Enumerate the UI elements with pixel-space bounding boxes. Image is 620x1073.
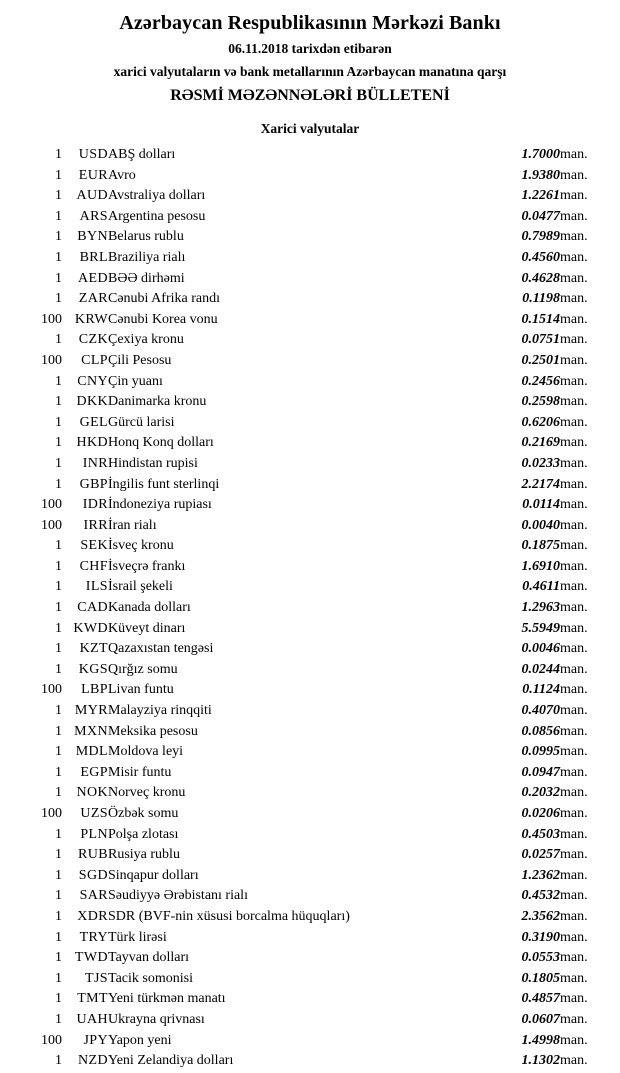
table-row	[18, 660, 602, 681]
table-row	[18, 269, 602, 290]
currency-rate-unit: man.	[560, 600, 588, 616]
currency-code: KRW	[74, 311, 108, 327]
currency-code: UAH	[76, 1011, 108, 1027]
currency-code: CAD	[77, 600, 108, 616]
currency-units: 100	[41, 682, 62, 698]
effective-date-line: 06.11.2018 tarixdən etibarən	[228, 41, 392, 56]
currency-name: Norveç kronu	[108, 785, 186, 801]
currency-rate: 0.0607	[521, 1011, 560, 1027]
currency-rates-body	[18, 145, 602, 1072]
currency-rate: 0.0477	[521, 208, 560, 224]
currency-name: Özbək somu	[108, 806, 179, 821]
table-row	[18, 454, 602, 475]
currency-units: 1	[55, 620, 62, 636]
currency-units: 1	[55, 661, 62, 677]
currency-code: NZD	[78, 1053, 108, 1069]
currency-units: 1	[55, 270, 62, 286]
table-row	[18, 598, 602, 619]
currency-name: Rusiya rublu	[108, 847, 180, 863]
currency-name: Honq Konq dolları	[108, 435, 214, 451]
currency-rate-unit: man.	[560, 249, 588, 265]
currency-rate: 0.1875	[521, 538, 560, 554]
currency-rate: 0.0947	[521, 764, 560, 780]
currency-rate: 0.4857	[521, 991, 560, 1007]
table-row	[18, 619, 602, 640]
currency-name: Tayvan dolları	[108, 950, 190, 966]
currency-rate: 0.2456	[521, 373, 560, 389]
table-row	[18, 886, 602, 907]
currency-rate: 0.6206	[521, 414, 560, 430]
currency-units: 1	[55, 147, 62, 162]
currency-units: 1	[55, 723, 62, 739]
currency-units: 1	[55, 188, 62, 204]
currency-code: GEL	[79, 414, 108, 430]
currency-units: 1	[55, 332, 62, 348]
currency-code: EGP	[80, 764, 108, 780]
currency-rate-unit: man.	[560, 332, 588, 348]
currency-name: Avro	[108, 167, 136, 183]
currency-code: JPY	[83, 1032, 108, 1048]
currency-code: NOK	[76, 785, 108, 801]
currency-name: Braziliya rialı	[108, 249, 186, 265]
currency-units: 1	[55, 703, 62, 719]
currency-code: AUD	[76, 188, 108, 204]
currency-code: RUB	[78, 847, 108, 863]
currency-code: AED	[78, 270, 108, 286]
currency-name: Avstraliya dolları	[108, 188, 206, 204]
currency-rate: 0.0257	[521, 847, 560, 863]
currency-code: KGS	[78, 661, 108, 677]
currency-name: Cənubi Afrika randı	[108, 291, 220, 307]
currency-rate: 0.0206	[521, 806, 560, 821]
currency-units: 1	[55, 1053, 62, 1069]
table-row	[18, 392, 602, 413]
currency-code: USD	[78, 147, 108, 162]
currency-rate: 1.4998	[521, 1032, 560, 1048]
currency-name: Yeni Zelandiya dolları	[108, 1053, 234, 1069]
currency-rate-unit: man.	[560, 167, 588, 183]
currency-code: PLN	[80, 826, 108, 842]
table-row	[18, 701, 602, 722]
currency-rate: 5.5949	[521, 620, 560, 636]
currency-units: 1	[55, 373, 62, 389]
currency-name: İsveçrə frankı	[108, 558, 186, 574]
currency-rate-unit: man.	[560, 579, 588, 595]
currency-units: 100	[41, 497, 62, 513]
currency-code: CZK	[78, 332, 108, 348]
currency-rate: 0.4611	[522, 579, 560, 595]
currency-rate: 0.4070	[521, 703, 560, 719]
currency-rate-unit: man.	[560, 270, 588, 286]
currency-rate-unit: man.	[560, 867, 588, 883]
currency-code: ARS	[79, 208, 108, 224]
table-row	[18, 577, 602, 598]
currency-rate: 0.0244	[521, 661, 560, 677]
currency-rate-unit: man.	[560, 229, 588, 245]
currency-rate-unit: man.	[560, 908, 588, 924]
currency-name: İsrail şekeli	[108, 579, 173, 595]
currency-code: SGD	[78, 867, 108, 883]
currency-code: CHF	[79, 558, 108, 574]
table-row	[18, 825, 602, 846]
currency-name: BƏƏ dirhəmi	[108, 270, 185, 286]
currency-rate-unit: man.	[560, 311, 588, 327]
currency-units: 1	[55, 394, 62, 410]
currency-code: GBP	[79, 476, 108, 492]
table-row	[18, 186, 602, 207]
currency-code: EUR	[78, 167, 108, 183]
currency-rate-unit: man.	[560, 394, 588, 410]
currency-rate: 0.4503	[521, 826, 560, 842]
currency-rate: 1.7000	[521, 147, 560, 162]
currency-rate: 0.0046	[521, 641, 560, 657]
table-row	[18, 166, 602, 187]
table-row	[18, 372, 602, 393]
currency-units: 1	[55, 249, 62, 265]
currency-name: Ukrayna qrivnası	[108, 1011, 205, 1027]
currency-name: İndoneziya rupiası	[108, 497, 212, 513]
currency-code: KZT	[79, 641, 108, 657]
currency-name: Qazaxıstan tengəsi	[108, 641, 214, 657]
currency-name: Tacik somonisi	[108, 970, 193, 986]
currency-rate: 0.7989	[521, 229, 560, 245]
table-row	[18, 351, 602, 372]
currency-units: 1	[55, 744, 62, 760]
section-title-foreign-currencies: Xarici valyutalar	[260, 121, 360, 136]
currency-code: CLP	[81, 352, 108, 368]
currency-rate: 0.2598	[521, 394, 560, 410]
currency-rates-table	[18, 145, 602, 1072]
currency-rate-unit: man.	[560, 538, 588, 554]
currency-name: Moldova leyi	[108, 744, 184, 760]
currency-units: 1	[55, 476, 62, 492]
table-row	[18, 289, 602, 310]
currency-name: Danimarka kronu	[108, 394, 207, 410]
currency-name: ABŞ dolları	[108, 147, 176, 162]
currency-name: Misir funtu	[108, 764, 172, 780]
currency-rate: 1.6910	[521, 558, 560, 574]
currency-code: SEK	[80, 538, 108, 554]
currency-rate: 0.0553	[521, 950, 560, 966]
currency-name: Yeni türkmən manatı	[108, 991, 226, 1007]
currency-units: 1	[55, 908, 62, 924]
currency-units: 1	[55, 1011, 62, 1027]
currency-rate-unit: man.	[560, 476, 588, 492]
currency-name: İngilis funt sterlinqi	[108, 476, 220, 492]
currency-rate: 0.0856	[521, 723, 560, 739]
currency-name: İsveç kronu	[108, 538, 174, 554]
currency-units: 1	[55, 970, 62, 986]
currency-rate-unit: man.	[560, 188, 588, 204]
table-row	[18, 783, 602, 804]
currency-name: Küveyt dinarı	[108, 620, 186, 636]
currency-rate-unit: man.	[560, 147, 588, 162]
currency-name: Qırğız somu	[108, 661, 178, 677]
currency-rate: 0.1514	[521, 311, 560, 327]
currency-rate-unit: man.	[560, 826, 588, 842]
currency-name: İran rialı	[108, 517, 157, 533]
currency-code: IDR	[82, 497, 108, 513]
table-row	[18, 310, 602, 331]
table-row	[18, 1031, 602, 1052]
currency-units: 1	[55, 764, 62, 780]
currency-rate: 0.4628	[521, 270, 560, 286]
currency-rate: 0.2032	[521, 785, 560, 801]
currency-units: 1	[55, 888, 62, 904]
currency-name: Türk lirəsi	[108, 929, 167, 945]
currency-rate: 0.3190	[521, 929, 560, 945]
table-row	[18, 989, 602, 1010]
currency-rate-unit: man.	[560, 888, 588, 904]
currency-units: 100	[41, 806, 62, 821]
currency-name: SDR (BVF-nin xüsusi borcalma hüquqları)	[108, 908, 350, 924]
currency-code: XDR	[77, 908, 108, 924]
currency-rate: 1.2963	[521, 600, 560, 616]
currency-code: MXN	[74, 723, 108, 739]
currency-rate-unit: man.	[560, 723, 588, 739]
currency-units: 100	[41, 311, 62, 327]
currency-rate-unit: man.	[560, 744, 588, 760]
table-row	[18, 907, 602, 928]
table-row	[18, 475, 602, 496]
table-row	[18, 536, 602, 557]
currency-rate-unit: man.	[560, 455, 588, 471]
currency-rate: 0.4560	[521, 249, 560, 265]
currency-name: Polşa zlotası	[108, 826, 179, 842]
currency-code: DKK	[76, 394, 108, 410]
currency-units: 1	[55, 847, 62, 863]
currency-rate-unit: man.	[560, 764, 588, 780]
table-row	[18, 722, 602, 743]
bank-title: Azərbaycan Respublikasının Mərkəzi Bankı	[119, 12, 501, 34]
currency-rate-unit: man.	[560, 497, 588, 513]
currency-rate-unit: man.	[560, 703, 588, 719]
currency-units: 1	[55, 826, 62, 842]
currency-units: 1	[55, 641, 62, 657]
currency-units: 100	[41, 352, 62, 368]
table-row	[18, 516, 602, 537]
currency-name: Belarus rublu	[108, 229, 184, 245]
currency-name: Çexiya kronu	[108, 332, 184, 348]
currency-name: Səudiyyə Ərəbistanı rialı	[108, 888, 248, 904]
currency-rate-unit: man.	[560, 682, 588, 698]
currency-rate: 0.2169	[521, 435, 560, 451]
currency-rate-unit: man.	[560, 414, 588, 430]
currency-units: 1	[55, 929, 62, 945]
currency-units: 1	[55, 167, 62, 183]
currency-rate: 1.2362	[521, 867, 560, 883]
currency-rate: 0.0114	[522, 497, 560, 513]
table-row	[18, 207, 602, 228]
table-row	[18, 866, 602, 887]
currency-units: 1	[55, 579, 62, 595]
table-row	[18, 763, 602, 784]
currency-rate: 0.2501	[521, 352, 560, 368]
table-row	[18, 495, 602, 516]
currency-rate: 2.2174	[521, 476, 560, 492]
currency-units: 1	[55, 455, 62, 471]
currency-rate: 1.1302	[521, 1053, 560, 1069]
currency-code: MYR	[74, 703, 108, 719]
currency-code: CNY	[77, 373, 108, 389]
currency-rate-unit: man.	[560, 785, 588, 801]
currency-units: 100	[41, 517, 62, 533]
currency-rate-unit: man.	[560, 661, 588, 677]
currency-units: 1	[55, 414, 62, 430]
currency-code: TRY	[79, 929, 108, 945]
document-subtitle: xarici valyutaların və bank metallarının Azərbaycan manatına qarşı	[113, 64, 507, 79]
currency-name: Cənubi Korea vonu	[108, 311, 218, 327]
table-row	[18, 557, 602, 578]
table-row	[18, 742, 602, 763]
currency-code: MDL	[75, 744, 108, 760]
currency-rate: 0.1805	[521, 970, 560, 986]
table-row	[18, 433, 602, 454]
currency-code: BYN	[77, 229, 108, 245]
currency-name: Kanada dolları	[108, 600, 191, 616]
currency-name: Çili Pesosu	[108, 352, 172, 368]
currency-name: Livan funtu	[108, 682, 174, 698]
currency-units: 1	[55, 558, 62, 574]
currency-rate-unit: man.	[560, 435, 588, 451]
currency-rate-unit: man.	[560, 970, 588, 986]
table-row	[18, 1051, 602, 1072]
table-row	[18, 845, 602, 866]
currency-code: UZS	[80, 806, 108, 821]
currency-code: TMT	[77, 991, 108, 1007]
currency-name: Argentina pesosu	[108, 208, 206, 224]
currency-units: 100	[41, 1032, 62, 1048]
currency-rate: 0.4532	[521, 888, 560, 904]
table-row	[18, 639, 602, 660]
document-header	[18, 12, 602, 105]
currency-units: 1	[55, 538, 62, 554]
bulletin-heading: RƏSMİ MƏZƏNNƏLƏRİ BÜLLETENİ	[170, 87, 450, 104]
currency-units: 1	[55, 785, 62, 801]
currency-code: INR	[82, 455, 108, 471]
currency-rate-unit: man.	[560, 847, 588, 863]
currency-units: 1	[55, 291, 62, 307]
currency-units: 1	[55, 208, 62, 224]
currency-rate-unit: man.	[560, 373, 588, 389]
currency-rate-unit: man.	[560, 208, 588, 224]
table-row	[18, 330, 602, 351]
table-row	[18, 928, 602, 949]
currency-units: 1	[55, 867, 62, 883]
currency-name: Çin yuanı	[108, 373, 163, 389]
currency-units: 1	[55, 229, 62, 245]
currency-rate: 0.1124	[522, 682, 560, 698]
currency-rate-unit: man.	[560, 641, 588, 657]
currency-rate: 0.1198	[522, 291, 560, 307]
table-row	[18, 145, 602, 166]
currency-code: HKD	[76, 435, 108, 451]
currency-rate-unit: man.	[560, 291, 588, 307]
currency-name: Gürcü larisi	[108, 414, 175, 430]
currency-rate-unit: man.	[560, 517, 588, 533]
table-row	[18, 948, 602, 969]
currency-code: ILS	[85, 579, 108, 595]
currency-rate-unit: man.	[560, 950, 588, 966]
currency-code: SAR	[79, 888, 108, 904]
currency-rate: 1.9380	[521, 167, 560, 183]
currency-name: Hindistan rupisi	[108, 455, 198, 471]
currency-rate-unit: man.	[560, 1053, 588, 1069]
currency-name: Yapon yeni	[108, 1032, 172, 1048]
currency-rate-unit: man.	[560, 1011, 588, 1027]
currency-rate: 0.0040	[521, 517, 560, 533]
table-row	[18, 804, 602, 825]
table-row	[18, 248, 602, 269]
currency-rate-unit: man.	[560, 558, 588, 574]
currency-code: TWD	[74, 950, 108, 966]
currency-rate: 0.0995	[521, 744, 560, 760]
currency-name: Malayziya rinqqiti	[108, 703, 212, 719]
currency-code: BRL	[79, 249, 108, 265]
currency-rate: 0.0751	[521, 332, 560, 348]
currency-rate: 2.3562	[521, 908, 560, 924]
currency-units: 1	[55, 950, 62, 966]
currency-code: IRR	[83, 517, 108, 533]
currency-rate-unit: man.	[560, 352, 588, 368]
currency-rate-unit: man.	[560, 620, 588, 636]
currency-code: ZAR	[78, 291, 108, 307]
currency-rate: 0.0233	[521, 455, 560, 471]
currency-code: TJS	[85, 970, 108, 986]
currency-units: 1	[55, 435, 62, 451]
currency-rate-unit: man.	[560, 806, 588, 821]
currency-units: 1	[55, 600, 62, 616]
currency-code: LBP	[81, 682, 108, 698]
table-row	[18, 413, 602, 434]
table-row	[18, 227, 602, 248]
currency-name: Meksika pesosu	[108, 723, 198, 739]
currency-rate: 1.2261	[521, 188, 560, 204]
currency-name: Sinqapur dolları	[108, 867, 199, 883]
table-row	[18, 969, 602, 990]
currency-rate-unit: man.	[560, 929, 588, 945]
currency-rate-unit: man.	[560, 991, 588, 1007]
table-row	[18, 1010, 602, 1031]
currency-rate-unit: man.	[560, 1032, 588, 1048]
table-row	[18, 680, 602, 701]
currency-code: KWD	[73, 620, 108, 636]
currency-units: 1	[55, 991, 62, 1007]
